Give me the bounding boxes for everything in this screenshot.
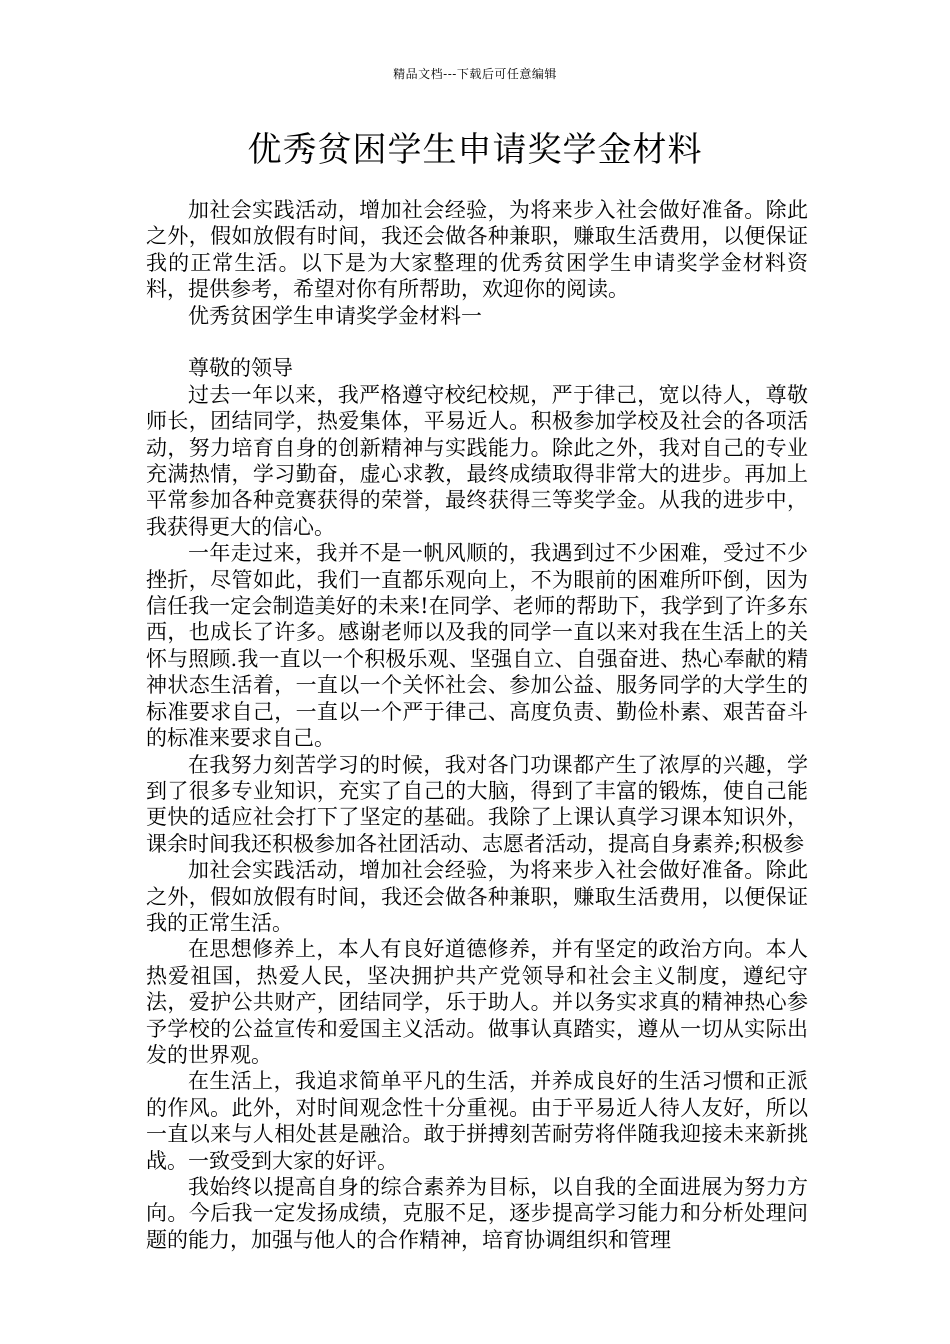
header-note: 精品文档---下载后可任意编辑 [393, 67, 557, 81]
document-body [146, 197, 808, 1253]
paragraph: 在我努力刻苦学习的时候，我对各门功课都产生了浓厚的兴趣，学到了很多专业知识，充实了自己的大脑，得到了丰富的锻炼，使自己能更快的适应社会打下了坚定的基础。我除了上课认真学习课本知识外，课余时间我还积极参加各社团活动、志愿者活动，提高自身素养;积极参 [146, 752, 808, 856]
document-title: 优秀贫困学生申请奖学金材料 [247, 130, 703, 170]
blank-line [146, 329, 808, 355]
paragraph: 在思想修养上，本人有良好道德修养，并有坚定的政治方向。本人热爱祖国，热爱人民，坚决拥护共产党领导和社会主义制度，遵纪守法，爱护公共财产，团结同学，乐于助人。并以务实求真的精神热心参予学校的公益宣传和爱国主义活动。做事认真踏实，遵从一切从实际出发的世界观。 [146, 937, 808, 1067]
paragraph: 加社会实践活动，增加社会经验，为将来步入社会做好准备。除此之外，假如放假有时间，我还会做各种兼职，赚取生活费用，以便保证我的正常生活。 [146, 858, 808, 935]
paragraph: 加社会实践活动，增加社会经验，为将来步入社会做好准备。除此之外，假如放假有时间，我还会做各种兼职，赚取生活费用，以便保证我的正常生活。以下是为大家整理的优秀贫困学生申请奖学金材料资料，提供参考，希望对你有所帮助，欢迎你的阅读。 [146, 198, 808, 302]
paragraph: 我始终以提高自身的综合素养为目标，以自我的全面进展为努力方向。今后我一定发扬成绩，克服不足，逐步提高学习能力和分析处理问题的能力，加强与他人的合作精神，培育协调组织和管理 [146, 1175, 808, 1252]
paragraph: 过去一年以来，我严格遵守校纪校规，严于律己，宽以待人，尊敬师长，团结同学，热爱集体，平易近人。积极参加学校及社会的各项活动，努力培育自身的创新精神与实践能力。除此之外，我对自己的专业充满热情，学习勤奋，虚心求教，最终成绩取得非常大的进步。再加上平常参加各种竞赛获得的荣誉，最终获得三等奖学金。从我的进步中，我获得更大的信心。 [146, 382, 808, 539]
section-heading: 优秀贫困学生申请奖学金材料一 [188, 303, 482, 328]
paragraph: 一年走过来，我并不是一帆风顺的，我遇到过不少困难，受过不少挫折，尽管如此，我们一直都乐观向上，不为眼前的困难所吓倒，因为信任我一定会制造美好的未来!在同学、老师的帮助下，我学到了许多东西，也成长了许多。感谢老师以及我的同学一直以来对我在生活上的关怀与照顾.我一直以一个积极乐观、坚强自立、自强奋进、热心奉献的精神状态生活着，一直以一个关怀社会、参加公益、服务同学的大学生的标准要求自己，一直以一个严于律己、高度负责、勤俭朴素、艰苦奋斗的标准来要求自己。 [146, 541, 808, 751]
paragraph: 在生活上，我追求简单平凡的生活，并养成良好的生活习惯和正派的作风。此外，对时间观念性十分重视。由于平易近人待人友好，所以一直以来与人相处甚是融洽。敢于拼搏刻苦耐劳将伴随我迎接未来新挑战。一致受到大家的好评。 [146, 1069, 808, 1173]
salutation: 尊敬的领导 [188, 356, 293, 381]
